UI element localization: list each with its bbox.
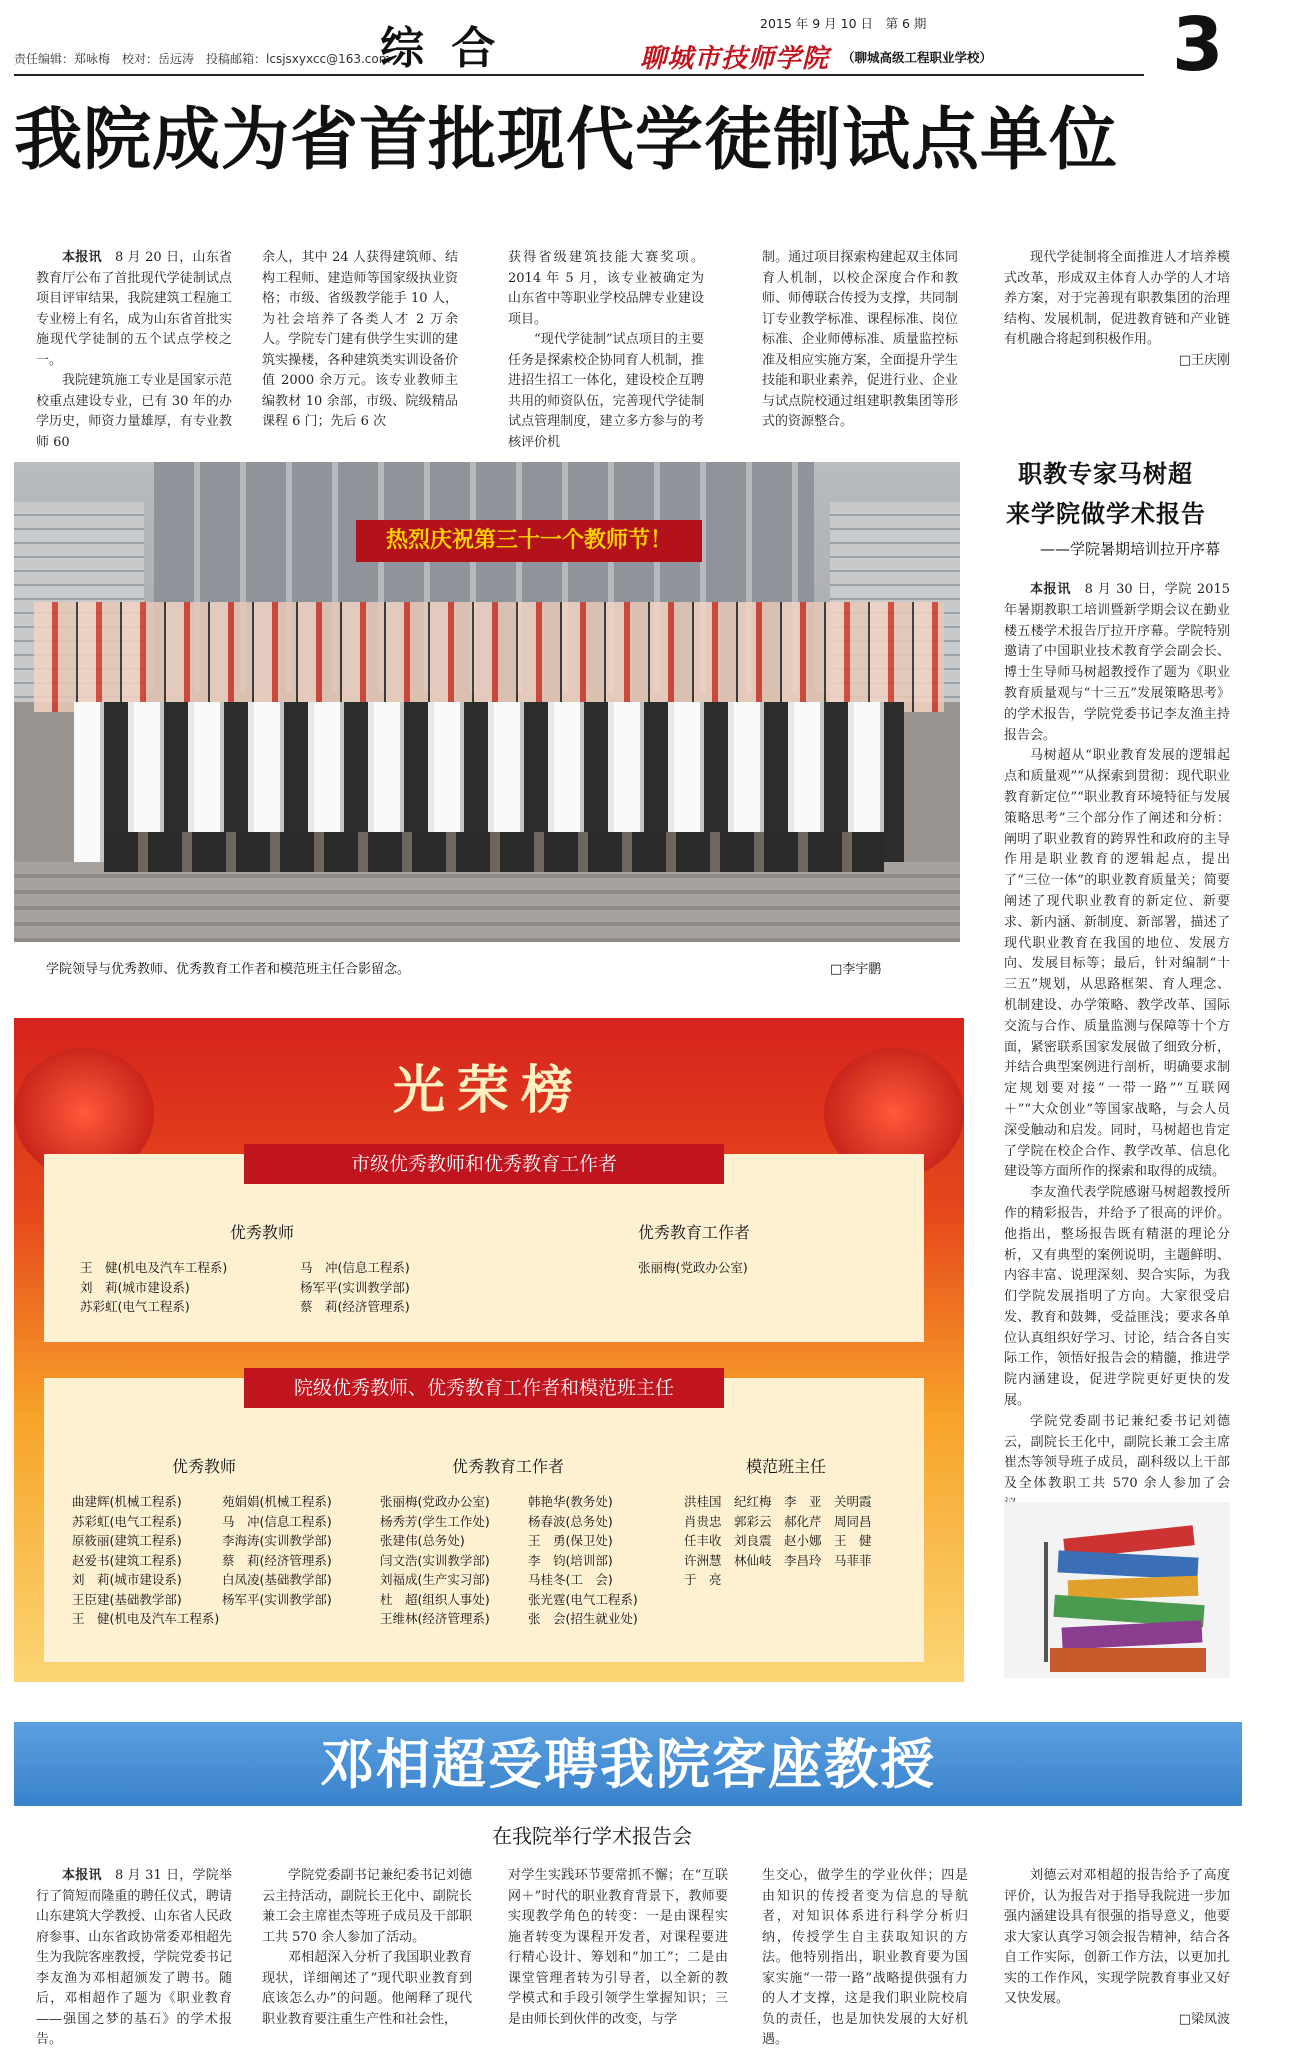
box1-workers: 张丽梅(党政办公室): [638, 1260, 748, 1275]
photo-caption: 学院领导与优秀教师、优秀教育工作者和模范班主任合影留念。: [46, 962, 411, 977]
box2-heading-heads: 模范班主任: [746, 1457, 827, 1476]
box2-model-heads: 洪桂国 纪红梅 李 亚 关明霞 肖贵忠 郭彩云 郝化芹 周同昌 任丰收 刘良震 赵小娜 王 健 许洲慧 林仙岐 李昌玲 马菲菲 于 亮: [684, 1494, 872, 1587]
email-link[interactable]: lcsjsxyxcc@163.com: [266, 52, 391, 66]
article2-col3: 对学生实践环节要常抓不懈；在“互联网＋”时代的职业教育背景下，教师要实现教学角色的转变：一是由课程实施者转变为课程开发者，对课程要进行精心设计、筹划和“加工”；二是由课堂管理者转为引导者，以全新的教学模式和手段引领学生掌握知识；三是由师长到伙伴的改变，与学: [508, 1868, 728, 2027]
section-title: 综 合: [380, 23, 502, 74]
article2-lead-label: 本报讯: [62, 1868, 102, 1883]
article1-col4: 制。通过项目探索构建起双主体同育人机制，以校企深度合作和教师、师傅联合传授为支撑，共同制订专业教学标准、课程标准、岗位标准、企业师傅标准、质量监控标准及相应实施方案，全面提升学生技能和职业素养，促进行业、企业与试点院校通过组建职教集团等形式的资源整合。: [762, 250, 958, 429]
box2-teachers-a: 曲建辉(机械工程系) 苏彩虹(电气工程系) 原筱丽(建筑工程系) 赵爱书(建筑工程系) 刘 莉(城市建设系) 王臣建(基础教学部) 王 健(机电及汽车工程系): [72, 1494, 220, 1626]
article2-col4: 生交心，做学生的学业伙伴；四是由知识的传授者变为信息的导航者，对知识体系进行科学分析归纳，传授学生自主获取知识的方法。他特别指出，职业教育要为国家实施“一带一路”战略提供强有力的人才支撑，这是我们职业院校肩负的责任，也是加快发展的大好机遇。: [762, 1868, 968, 2047]
photo-banner: 热烈庆祝第三十一个教师节！: [356, 520, 702, 562]
article1-col3: 获得省级建筑技能大赛奖项。2014 年 5 月，该专业被确定为山东省中等职业学校品牌专业建设项目。 “现代学徒制”试点项目的主要任务是探索校企协同育人机制，推进招生招工一体化，建设校企互聘共用的师资队伍，完善现代学徒制试点管理制度，建立多方参与的考核评价机: [508, 250, 704, 450]
box2-heading-teachers: 优秀教师: [172, 1457, 237, 1476]
group-photo: [14, 462, 960, 942]
sidebar-subtitle: ——学院暑期培训拉开序幕: [1040, 540, 1221, 558]
box1-title: 市级优秀教师和优秀教育工作者: [244, 1144, 724, 1184]
sidebar-title-line1: 职教专家马树超: [1018, 459, 1193, 488]
header-rule: [14, 74, 1144, 76]
honor-box-college: [44, 1378, 924, 1662]
photo-credit: □李宇鹏: [830, 962, 882, 977]
article2-col2: 学院党委副书记兼纪委书记刘德云主持活动，副院长王化中、副院长兼工会主席崔杰等班子成员及干部职工共 570 余人参加了活动。 邓相超深入分析了我国职业教育现状，详细阐述了“现代职业教育到底该怎么办”的问题。他阐释了现代职业教育要注重生产性和社会性，: [262, 1868, 472, 2027]
lead-label: 本报讯: [62, 250, 102, 265]
sidebar-lead-label: 本报讯: [1030, 582, 1071, 597]
article1-col1: 本报讯 8 月 20 日，山东省教育厅公布了首批现代学徒制试点项目评审结果，我院建筑工程施工专业榜上有名，成为山东省首批实施现代学徒制的五个试点学校之一。 我院建筑施工专业是国家示范校重点建设专业，已有 30 年的办学历史，师资力量雄厚，有专业教师 60: [36, 250, 232, 450]
sidebar-body: 本报讯 8 月 30 日，学院 2015 年暑期教职工培训暨新学期会议在勤业楼五楼学术报告厅拉开序幕。学院特别邀请了中国职业技术教育学会副会长、博士生导师马树超教授作了题为《职业教育质量观与“十三五”发展策略思考》的学术报告，学院党委书记李友渔主持报告会。 马树超从“职业教育发展的逻辑起点和质量观”“从探索到贯彻：现代职业教育新定位”“职业教育环境特征与发展策略思考”三个部分作了阐述和分析：阐明了职业教育的跨界性和政府的主导作用是职业教育的逻辑起点，提出了“三位一体”的职业教育质量关；简要阐述了现代职业教育的新定位、新要求、新内涵、新制度、新部署，描述了现代职业教育在我国的地位、发展方向、发展目标等；最后，针对编制“十三五”规划，从思路框架、育人理念、机制建设、办学策略、教学改革、国际交流与合作、质量监测与保障等十个方面，紧密联系国家发展做了细致分析，并结合典型案例进行剖析，明确要求制定规划要对接“一带一路”“互联网＋”“大众创业”等国家战略，与会人员深受触动和启发。同时，马树超也肯定了学院在校企合作、教学改革、信息化建设等方面所作的探索和取得的成绩。 李友渔代表学院感谢马树超教授所作的精彩报告，并给予了很高的评价。他指出，整场报告既有精湛的理论分析，又有典型的案例说明，主题鲜明、内容丰富、说理深刻、契合实际，为我们学院发展指明了方向。大家很受启发、教育和鼓舞，受益匪浅；要求各单位认真组织好学习、讨论，结合各自实际工作，领悟好报告会的精髓，推进学院内涵建设，促进学院更好更快的发展。 学院党委副书记兼纪委书记刘德云，副院长王化中，副院长兼工会主席崔杰等领导班子成员，副科级以上干部及全体教职工共 570 余人参加了会: [1004, 580, 1230, 1537]
byline: □王庆刚: [1178, 352, 1230, 368]
headline-apprenticeship: 我院成为省首批现代学徒制试点单位: [14, 100, 1119, 180]
honor-title: 光荣榜: [392, 1060, 585, 1121]
sidebar-title-line2: 来学院做学术报告: [1006, 499, 1206, 528]
books-illustration: [1004, 1502, 1230, 1678]
article2-byline: □梁凤波: [1178, 2011, 1230, 2027]
box2-teachers-b: 苑娟娟(机械工程系) 马 冲(信息工程系) 李海涛(实训教学部) 蔡 莉(经济管理系) 白凤凌(基础教学部) 杨军平(实训教学部): [222, 1494, 332, 1607]
headline-banner: [14, 1722, 1242, 1806]
school-logo: 聊城市技师学院: [640, 44, 830, 74]
page-number: 3: [1172, 2, 1224, 88]
box1-heading-workers: 优秀教育工作者: [638, 1223, 751, 1242]
box2-title: 院级优秀教师、优秀教育工作者和模范班主任: [244, 1368, 724, 1408]
issue-date: 2015 年 9 月 10 日 第 6 期: [760, 16, 927, 31]
box1-heading-teachers: 优秀教师: [230, 1223, 295, 1242]
school-alt-name: （聊城高级工程职业学校）: [842, 50, 993, 65]
article2-col1: 本报讯 8 月 31 日，学院举行了简短而隆重的聘任仪式，聘请山东建筑大学教授、山东省人民政府参事、山东省政协常委邓相超先生为我院客座教授，学院党委书记李友渔为邓相超颁发了聘书。随后，邓相超作了题为《职业教育——强国之梦的基石》的学术报告。: [36, 1868, 232, 2047]
honor-box-city: [44, 1154, 924, 1342]
box1-teachers-a: 王 健(机电及汽车工程系) 刘 莉(城市建设系) 苏彩虹(电气工程系): [80, 1260, 228, 1314]
article1-col5: 现代学徒制将全面推进人才培养模式改革，形成双主体育人办学的人才培养方案，对于完善现有职教集团的治理结构、发展机制，促进教育链和产业链有机融合将起到积极作用。 □王庆刚: [1004, 248, 1230, 371]
box2-workers-a: 张丽梅(党政办公室) 杨秀芳(学生工作处) 张建伟(总务处) 闫文浩(实训教学部) 刘福成(生产实习部) 杜 超(组织人事处) 王维林(经济管理系): [380, 1494, 490, 1626]
box1-teachers-b: 马 冲(信息工程系) 杨军平(实训教学部) 蔡 莉(经济管理系): [300, 1260, 410, 1314]
headline-dengxiangchao: 邓相超受聘我院客座教授: [320, 1732, 936, 1796]
article1-col2: 余人，其中 24 人获得建筑师、结构工程师、建造师等国家级执业资格；市级、省级教学能手 10 人，为社会培养了各类人才 2 万余人。学院专门建有供学生实训的建筑实操楼，各种建筑类实训设备价值 2000 余万元。该专业教师主编教材 10 余部，市级、院级精品课程 6 门；先后 6 次: [262, 250, 458, 429]
article2-subhead: 在我院举行学术报告会: [492, 1824, 692, 1848]
header-editors: 责任编辑：郑咏梅 校对：岳远涛 投稿邮箱：lcsjsxyxcc@163.com: [14, 52, 391, 66]
box2-workers-b: 韩艳华(教务处) 杨春波(总务处) 王 勇(保卫处) 李 钧(培训部) 马桂冬(工 会) 张光霆(电气工程系) 张 会(招生就业处): [528, 1494, 638, 1626]
box2-heading-workers: 优秀教育工作者: [452, 1457, 565, 1476]
article2-col5: 刘德云对邓相超的报告给予了高度评价，认为报告对于指导我院进一步加强内涵建设具有很强的指导意义，他要求大家认真学习领会报告精神，结合各自工作实际，创新工作方法，以更加扎实的工作作风，实现学院教育事业又好又快发展。 □梁凤波: [1004, 1866, 1230, 2030]
